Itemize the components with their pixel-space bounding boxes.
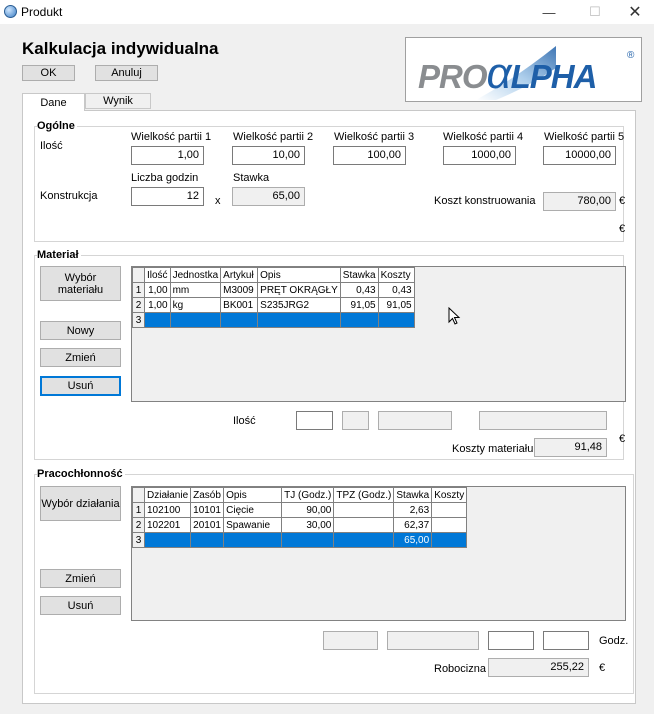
cell-ilosc[interactable] xyxy=(145,313,171,328)
labor-tj-field[interactable] xyxy=(488,631,534,650)
group-title-material: Materiał xyxy=(37,249,79,261)
table-row[interactable] xyxy=(133,518,467,533)
cell-koszty[interactable] xyxy=(432,518,467,533)
batch-size-4-field[interactable]: 1000,00 xyxy=(443,146,516,165)
logo-pro: PRO xyxy=(418,58,487,95)
table-row[interactable] xyxy=(133,283,415,298)
cell-stawka[interactable]: 91,05 xyxy=(340,298,378,313)
cell-jednostka[interactable]: mm xyxy=(170,283,221,298)
col-header-artykul[interactable]: Artykuł xyxy=(221,268,258,283)
batch-size-3-field[interactable]: 100,00 xyxy=(333,146,406,165)
cell-koszty[interactable] xyxy=(432,533,467,548)
cell-artykul[interactable] xyxy=(221,313,258,328)
cell-koszty[interactable]: 0,43 xyxy=(378,283,414,298)
col-header-stawka[interactable]: Stawka xyxy=(340,268,378,283)
cell-tpz[interactable] xyxy=(334,518,394,533)
row-number: 1 xyxy=(133,503,145,518)
cell-stawka[interactable] xyxy=(340,313,378,328)
row-number: 3 xyxy=(133,533,145,548)
cell-ilosc[interactable]: 1,00 xyxy=(145,298,171,313)
cell-tj[interactable] xyxy=(282,533,334,548)
material-grid-header xyxy=(133,268,415,283)
table-row[interactable] xyxy=(133,298,415,313)
cell-opis[interactable]: PRĘT OKRĄGŁY xyxy=(258,283,341,298)
cell-tpz[interactable] xyxy=(334,503,394,518)
logo-lpha: LPHA xyxy=(510,58,597,95)
labor-action-field xyxy=(323,631,378,650)
cell-jednostka[interactable]: kg xyxy=(170,298,221,313)
cell-opis[interactable] xyxy=(258,313,341,328)
labor-grid-header xyxy=(133,488,467,503)
cell-tj[interactable]: 30,00 xyxy=(282,518,334,533)
col-header-koszty[interactable]: Koszty xyxy=(432,488,467,503)
select-material-button[interactable]: Wybór materiału xyxy=(40,266,121,301)
labor-description-field xyxy=(387,631,479,650)
row-number: 2 xyxy=(133,298,145,313)
currency-symbol: € xyxy=(619,195,626,207)
maximize-icon[interactable]: ☐ xyxy=(589,4,601,19)
cell-zasob[interactable]: 20101 xyxy=(191,518,224,533)
material-article-field xyxy=(378,411,452,430)
cell-zasob[interactable] xyxy=(191,533,224,548)
col-header-tpz[interactable]: TPZ (Godz.) xyxy=(334,488,394,503)
cell-dzialanie[interactable]: 102201 xyxy=(145,518,191,533)
row-number: 1 xyxy=(133,283,145,298)
design-cost-label: Koszt konstruowania xyxy=(434,195,536,207)
table-row-selected[interactable] xyxy=(133,313,415,328)
cell-ilosc[interactable]: 1,00 xyxy=(145,283,171,298)
rate-label: Stawka xyxy=(233,172,270,184)
cell-dzialanie[interactable] xyxy=(145,533,191,548)
cell-opis[interactable]: Spawanie xyxy=(224,518,282,533)
group-title-labor: Pracochłonność xyxy=(37,468,123,480)
col-header-opis[interactable]: Opis xyxy=(224,488,282,503)
table-row[interactable] xyxy=(133,503,467,518)
ilosc-label: Ilość xyxy=(40,140,63,152)
cell-stawka[interactable]: 2,63 xyxy=(394,503,432,518)
cell-opis[interactable]: Cięcie xyxy=(224,503,282,518)
rate-field: 65,00 xyxy=(232,187,305,206)
new-material-button[interactable]: Nowy xyxy=(40,321,121,340)
minimize-icon[interactable]: — xyxy=(542,4,556,20)
batch-header-3: Wielkość partii 3 xyxy=(334,131,415,143)
cell-stawka[interactable]: 0,43 xyxy=(340,283,378,298)
close-icon[interactable]: ✕ xyxy=(628,4,642,21)
material-unit-field xyxy=(342,411,369,430)
cancel-button[interactable]: Anuluj xyxy=(95,65,158,81)
labor-tpz-field[interactable] xyxy=(543,631,589,650)
material-currency: € xyxy=(619,433,626,445)
cell-tj[interactable]: 90,00 xyxy=(282,503,334,518)
select-action-button[interactable]: Wybór działania xyxy=(40,486,121,521)
batch-size-1-field[interactable]: 1,00 xyxy=(131,146,204,165)
change-labor-button[interactable]: Zmień xyxy=(40,569,121,588)
col-header-dzialanie[interactable]: Działanie xyxy=(145,488,191,503)
cell-dzialanie[interactable]: 102100 xyxy=(145,503,191,518)
cell-opis[interactable] xyxy=(224,533,282,548)
batch-header-2: Wielkość partii 2 xyxy=(233,131,314,143)
material-qty-label: Ilość xyxy=(233,415,256,427)
col-header-opis[interactable]: Opis xyxy=(258,268,341,283)
ok-button[interactable]: OK xyxy=(22,65,75,81)
cell-tpz[interactable] xyxy=(334,533,394,548)
cell-jednostka[interactable] xyxy=(170,313,221,328)
cell-koszty[interactable] xyxy=(432,503,467,518)
mouse-cursor-icon xyxy=(448,307,461,326)
currency-symbol-2: € xyxy=(619,223,626,235)
batch-header-1: Wielkość partii 1 xyxy=(131,131,212,143)
col-header-tj[interactable]: TJ (Godz.) xyxy=(282,488,334,503)
app-icon xyxy=(4,5,17,18)
batch-size-2-field[interactable]: 10,00 xyxy=(232,146,305,165)
godz-label: Godz. xyxy=(599,635,629,647)
col-header-stawka[interactable]: Stawka xyxy=(394,488,432,503)
labor-currency: € xyxy=(599,662,606,674)
material-grid[interactable] xyxy=(131,266,626,402)
table-row-selected[interactable] xyxy=(133,533,467,548)
tab-dane[interactable]: Dane xyxy=(22,93,85,111)
konstrukcja-label: Konstrukcja xyxy=(40,190,98,202)
hours-field[interactable]: 12 xyxy=(131,187,204,206)
batch-header-4: Wielkość partii 4 xyxy=(443,131,524,143)
hours-label: Liczba godzin xyxy=(131,172,199,184)
cell-artykul[interactable]: BK001 xyxy=(221,298,258,313)
logo-registered: ® xyxy=(627,50,635,61)
batch-size-5-field[interactable]: 10000,00 xyxy=(543,146,616,165)
material-cost-label: Koszty materiału xyxy=(452,443,534,455)
tab-wynik[interactable]: Wynik xyxy=(85,93,151,109)
grid-corner xyxy=(133,268,145,283)
page-title: Kalkulacja indywidualna xyxy=(22,39,219,58)
delete-material-button[interactable]: Usuń xyxy=(40,376,121,396)
change-material-button[interactable]: Zmień xyxy=(40,348,121,367)
cell-artykul[interactable]: M3009 xyxy=(221,283,258,298)
logo-alpha: α xyxy=(486,49,511,98)
material-cost-field: 91,48 xyxy=(534,438,607,457)
material-description-field xyxy=(479,411,607,430)
robocizna-field: 255,22 xyxy=(488,658,589,677)
cell-stawka[interactable]: 65,00 xyxy=(394,533,432,548)
cell-koszty[interactable]: 91,05 xyxy=(378,298,414,313)
grid-corner xyxy=(133,488,145,503)
col-header-jednostka[interactable]: Jednostka xyxy=(170,268,221,283)
cell-opis[interactable]: S235JRG2 xyxy=(258,298,341,313)
group-title-ogolne: Ogólne xyxy=(37,120,75,132)
col-header-zasob[interactable]: Zasób xyxy=(191,488,224,503)
cell-zasob[interactable]: 10101 xyxy=(191,503,224,518)
cell-stawka[interactable]: 62,37 xyxy=(394,518,432,533)
proalpha-logo xyxy=(405,37,642,102)
col-header-ilosc[interactable]: Ilość xyxy=(145,268,171,283)
robocizna-label: Robocizna xyxy=(434,663,486,675)
row-number: 2 xyxy=(133,518,145,533)
batch-header-5: Wielkość partii 5 xyxy=(544,131,625,143)
col-header-koszty[interactable]: Koszty xyxy=(378,268,414,283)
window-title: Produkt xyxy=(21,5,63,19)
labor-grid[interactable] xyxy=(131,486,626,621)
design-cost-field: 780,00 xyxy=(543,192,616,211)
cell-koszty[interactable] xyxy=(378,313,414,328)
row-number: 3 xyxy=(133,313,145,328)
group-ogolne xyxy=(34,126,624,242)
times-sign: x xyxy=(215,195,221,207)
delete-labor-button[interactable]: Usuń xyxy=(40,596,121,615)
material-qty-field[interactable] xyxy=(296,411,333,430)
